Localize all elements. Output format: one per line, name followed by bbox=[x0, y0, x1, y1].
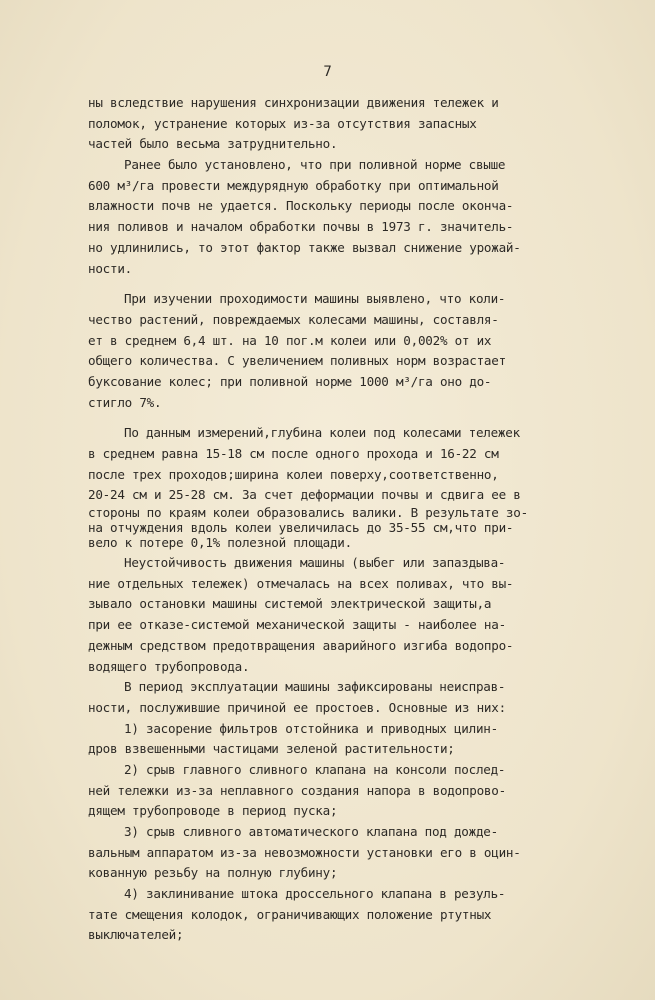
inserted-lines bbox=[88, 505, 608, 550]
text-line: 3) срыв сливного автоматического клапана под дожде- bbox=[124, 824, 498, 839]
text-line: зывало остановки машины системой электрической защиты,а bbox=[88, 596, 492, 612]
text-line: ет в среднем 6,4 шт. на 10 пог.м колеи или 0,002% от их bbox=[88, 332, 492, 348]
list-item-2 bbox=[88, 760, 608, 822]
text-line: дежным средством предотвращения аварийного изгиба водопро- bbox=[88, 637, 514, 653]
text-line: Неустойчивость движения машины (выбег или запаздыва- bbox=[124, 555, 506, 571]
text-line: В период эксплуатации машины зафиксированы неисправ- bbox=[124, 679, 506, 695]
text-line: 20-24 см и 25-28 см. За счет деформации почвы и сдвига ее в bbox=[88, 487, 521, 503]
text-line: стигло 7%. bbox=[88, 394, 162, 410]
text-line: кованную резьбу на полную глубину; bbox=[88, 865, 338, 881]
text-line: ности, послужившие причиной ее простоев. Основные из них: bbox=[88, 699, 506, 715]
text-line: Ранее было установлено, что при поливной норме свыше bbox=[124, 157, 506, 173]
paragraph-3 bbox=[88, 289, 608, 413]
page-number: 7 bbox=[323, 64, 332, 80]
text-line: дров взвешенными частицами зеленой растительности; bbox=[88, 741, 455, 757]
text-line: ние отдельных тележек) отмечалась на всех поливах, что вы- bbox=[88, 575, 514, 591]
text-line: ны вследствие нарушения синхронизации движения тележек и bbox=[88, 95, 499, 110]
text-line: при ее отказе-системой механической защиты - наиболее на- bbox=[88, 617, 506, 633]
text-line: в среднем равна 15-18 см после одного прохода и 16-22 см bbox=[88, 446, 499, 461]
text-line: но удлинились, то этот фактор также вызвал снижение урожай- bbox=[88, 239, 521, 255]
text-line: ния поливов и началом обработки почвы в 1973 г. значитель- bbox=[88, 219, 514, 235]
paragraph-4 bbox=[88, 423, 608, 550]
text-line: вело к потере 0,1% полезной площади. bbox=[88, 535, 352, 551]
text-line: чество растений, повреждаемых колесами машины, составля- bbox=[88, 311, 499, 327]
text-line: стороны по краям колеи образовались валики. В результате зо- bbox=[88, 505, 528, 521]
text-line: общего количества. С увеличением поливных норм возрастает bbox=[88, 353, 506, 369]
text-line: ности. bbox=[88, 260, 132, 276]
text-line: частей было весьма затруднительно. bbox=[88, 136, 338, 152]
text-line: тате смещения колодок, ограничивающих положение ртутных bbox=[88, 906, 492, 922]
text-line: ней тележки из-за неплавного создания напора в водопрово- bbox=[88, 782, 506, 798]
text-line: поломок, устранение которых из-за отсутствия запасных bbox=[88, 115, 477, 131]
page-body bbox=[88, 93, 608, 946]
text-line: дящем трубопроводе в период пуска; bbox=[88, 803, 338, 819]
text-line: При изучении проходимости машины выявлено, что коли- bbox=[124, 291, 506, 307]
paragraph-5 bbox=[88, 553, 608, 677]
text-line: влажности почв не удается. Поскольку периоды после оконча- bbox=[88, 198, 514, 214]
paragraph-1 bbox=[88, 93, 608, 155]
text-line: 4) заклинивание штока дроссельного клапана в резуль- bbox=[124, 886, 506, 902]
paragraph-2 bbox=[88, 155, 608, 279]
text-line: 2) срыв главного сливного клапана на консоли послед- bbox=[124, 761, 506, 777]
paragraph-6 bbox=[88, 677, 608, 718]
text-line: выключателей; bbox=[88, 927, 184, 943]
text-line: после трех проходов;ширина колеи поверху,соответственно, bbox=[88, 466, 499, 482]
paragraph-gap bbox=[88, 279, 608, 289]
paragraph-gap bbox=[88, 413, 608, 423]
text-line: По данным измерений,глубина колеи под колесами тележек bbox=[124, 425, 520, 441]
text-line: 1) засорение фильтров отстойника и приводных цилин- bbox=[124, 720, 498, 736]
text-line: водящего трубопровода. bbox=[88, 658, 250, 674]
text-line: 600 м³/га провести междурядную обработку при оптимальной bbox=[88, 177, 499, 193]
text-line: вальным аппаратом из-за невозможности установки его в оцин- bbox=[88, 844, 521, 860]
text-line: на отчуждения вдоль колеи увеличилась до 35-55 см,что при- bbox=[88, 520, 514, 536]
list-item-3 bbox=[88, 822, 608, 884]
text-line: буксование колес; при поливной норме 1000 м³/га оно до- bbox=[88, 373, 492, 389]
list-item-1 bbox=[88, 719, 608, 760]
list-item-4 bbox=[88, 884, 608, 946]
